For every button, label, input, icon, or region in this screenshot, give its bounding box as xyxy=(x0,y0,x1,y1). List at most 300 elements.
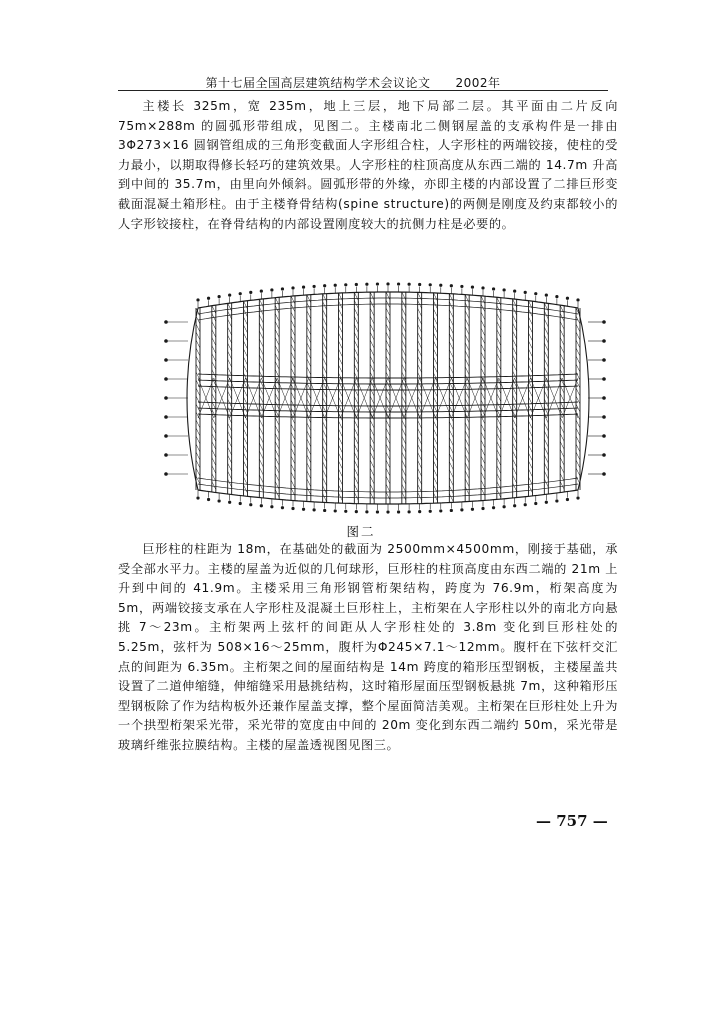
truss-web xyxy=(212,457,216,465)
truss-web xyxy=(339,325,343,333)
truss-web xyxy=(259,331,263,339)
truss-web xyxy=(259,395,263,403)
truss-web xyxy=(402,396,406,404)
truss-web xyxy=(228,359,232,367)
plan-drawing-svg xyxy=(160,266,610,528)
truss-web xyxy=(576,348,580,356)
truss-web xyxy=(370,364,374,372)
truss-web xyxy=(370,396,374,404)
truss-web xyxy=(544,359,548,367)
truss-web xyxy=(529,453,533,461)
truss-web xyxy=(465,311,469,319)
truss-web xyxy=(576,364,580,372)
truss-web xyxy=(228,479,232,487)
east-grid-marker xyxy=(602,396,606,400)
truss-web xyxy=(291,432,295,440)
truss-web xyxy=(434,445,438,453)
truss-web xyxy=(560,449,564,457)
truss-web xyxy=(449,382,453,390)
truss-web xyxy=(228,335,232,343)
truss-web xyxy=(339,445,343,453)
truss-web xyxy=(418,452,422,460)
truss-web xyxy=(259,339,263,347)
column-marker-north xyxy=(291,286,294,289)
truss-web xyxy=(402,492,406,500)
truss-web xyxy=(481,456,485,464)
column-marker-south xyxy=(239,502,242,505)
column-marker-south xyxy=(524,503,527,506)
column-marker-north xyxy=(365,283,368,286)
truss-web xyxy=(529,357,533,365)
truss-web xyxy=(212,361,216,369)
page-number: — 757 — xyxy=(536,812,608,830)
truss-web xyxy=(323,366,327,374)
truss-web xyxy=(370,492,374,500)
truss-web xyxy=(212,337,216,345)
truss-web xyxy=(291,424,295,432)
truss-web xyxy=(354,460,358,468)
truss-web xyxy=(244,333,248,341)
truss-web xyxy=(449,318,453,326)
truss-web xyxy=(418,292,422,300)
truss-web xyxy=(560,409,564,417)
truss-web xyxy=(244,429,248,437)
truss-web xyxy=(449,438,453,446)
truss-web xyxy=(323,446,327,454)
column-marker-north xyxy=(313,285,316,288)
truss-web xyxy=(529,349,533,357)
truss-web xyxy=(370,324,374,332)
column-marker-north xyxy=(503,288,506,291)
truss-web xyxy=(259,475,263,483)
truss-web xyxy=(339,341,343,349)
truss-web xyxy=(418,444,422,452)
truss-web xyxy=(481,448,485,456)
column-marker-south xyxy=(408,510,411,513)
truss-web xyxy=(244,365,248,373)
truss-web xyxy=(339,421,343,429)
spine-chord xyxy=(198,386,578,390)
column-marker-north xyxy=(545,294,548,297)
truss-web xyxy=(449,398,453,406)
truss-web xyxy=(481,392,485,400)
truss-web xyxy=(339,453,343,461)
truss-web xyxy=(544,391,548,399)
truss-web xyxy=(402,452,406,460)
truss-web xyxy=(560,433,564,441)
truss-web xyxy=(259,483,263,491)
truss-web xyxy=(465,359,469,367)
column-marker-north xyxy=(429,283,432,286)
truss-web xyxy=(196,452,200,460)
column-marker-south xyxy=(260,504,263,507)
truss-web xyxy=(418,308,422,316)
truss-web xyxy=(323,310,327,318)
truss-web xyxy=(386,460,390,468)
truss-web xyxy=(481,320,485,328)
truss-web xyxy=(481,312,485,320)
truss-web xyxy=(228,303,232,311)
truss-web xyxy=(434,317,438,325)
column-marker-north xyxy=(218,295,221,298)
truss-web xyxy=(370,476,374,484)
truss-web xyxy=(291,400,295,408)
truss-web xyxy=(370,436,374,444)
truss-web xyxy=(497,353,501,361)
truss-web xyxy=(529,437,533,445)
truss-web xyxy=(576,428,580,436)
truss-web xyxy=(449,342,453,350)
truss-web xyxy=(497,313,501,321)
truss-web xyxy=(323,462,327,470)
truss-web xyxy=(576,468,580,476)
truss-web xyxy=(402,340,406,348)
truss-web xyxy=(323,326,327,334)
truss-web xyxy=(576,460,580,468)
truss-web xyxy=(307,471,311,479)
truss-web xyxy=(465,431,469,439)
truss-web xyxy=(323,454,327,462)
truss-web xyxy=(576,444,580,452)
truss-web xyxy=(497,425,501,433)
truss-web xyxy=(449,422,453,430)
truss-web xyxy=(307,447,311,455)
truss-web xyxy=(354,332,358,340)
truss-web xyxy=(354,372,358,380)
truss-web xyxy=(307,359,311,367)
truss-web xyxy=(354,468,358,476)
column-marker-north xyxy=(492,287,495,290)
truss-web xyxy=(418,420,422,428)
truss-web xyxy=(386,420,390,428)
truss-web xyxy=(576,388,580,396)
truss-web xyxy=(275,353,279,361)
truss-web xyxy=(465,447,469,455)
truss-web xyxy=(465,391,469,399)
truss-web xyxy=(339,365,343,373)
truss-web xyxy=(513,475,517,483)
truss-web xyxy=(212,353,216,361)
truss-web xyxy=(291,440,295,448)
column-marker-south xyxy=(386,510,389,513)
truss-web xyxy=(259,435,263,443)
truss-web xyxy=(244,373,248,381)
column-marker-north xyxy=(534,292,537,295)
truss-web xyxy=(529,429,533,437)
truss-web xyxy=(275,401,279,409)
truss-web xyxy=(560,441,564,449)
truss-web xyxy=(465,407,469,415)
truss-web xyxy=(275,345,279,353)
column-marker-north xyxy=(334,284,337,287)
truss-web xyxy=(544,439,548,447)
truss-web xyxy=(560,305,564,313)
truss-web xyxy=(513,355,517,363)
truss-web xyxy=(481,328,485,336)
truss-web xyxy=(275,313,279,321)
truss-web xyxy=(323,382,327,390)
column-marker-south xyxy=(471,508,474,511)
column-marker-south xyxy=(270,505,273,508)
truss-web xyxy=(465,351,469,359)
truss-web xyxy=(354,292,358,300)
truss-web xyxy=(212,321,216,329)
column-marker-south xyxy=(576,496,579,499)
truss-web xyxy=(275,449,279,457)
truss-web xyxy=(291,368,295,376)
truss-web xyxy=(212,329,216,337)
truss-web xyxy=(354,356,358,364)
truss-web xyxy=(402,316,406,324)
truss-web xyxy=(481,472,485,480)
truss-web xyxy=(370,460,374,468)
truss-web xyxy=(497,329,501,337)
header-rule xyxy=(118,90,608,91)
truss-web xyxy=(307,295,311,303)
truss-web xyxy=(449,462,453,470)
west-grid-marker xyxy=(164,415,168,419)
truss-web xyxy=(402,476,406,484)
truss-web xyxy=(307,431,311,439)
truss-web xyxy=(576,356,580,364)
truss-web xyxy=(259,323,263,331)
east-grid-marker xyxy=(602,415,606,419)
truss-web xyxy=(465,295,469,303)
truss-web xyxy=(529,461,533,469)
truss-web xyxy=(291,464,295,472)
column-marker-south xyxy=(503,505,506,508)
truss-web xyxy=(259,299,263,307)
column-marker-north xyxy=(376,282,379,285)
column-marker-north xyxy=(513,290,516,293)
truss-web xyxy=(465,343,469,351)
truss-web xyxy=(307,319,311,327)
truss-web xyxy=(560,345,564,353)
truss-web xyxy=(307,479,311,487)
truss-web xyxy=(402,308,406,316)
truss-web xyxy=(228,447,232,455)
truss-web xyxy=(244,469,248,477)
column-marker-south xyxy=(481,507,484,510)
column-marker-north xyxy=(323,284,326,287)
truss-web xyxy=(275,321,279,329)
truss-web xyxy=(275,481,279,489)
truss-web xyxy=(513,299,517,307)
truss-web xyxy=(339,373,343,381)
truss-web xyxy=(529,317,533,325)
truss-web xyxy=(275,433,279,441)
column-marker-north xyxy=(439,284,442,287)
truss-web xyxy=(354,428,358,436)
truss-web xyxy=(370,444,374,452)
truss-web xyxy=(244,357,248,365)
truss-web xyxy=(291,352,295,360)
truss-web xyxy=(576,340,580,348)
truss-web xyxy=(418,340,422,348)
truss-web xyxy=(513,371,517,379)
truss-web xyxy=(370,468,374,476)
truss-web xyxy=(513,379,517,387)
truss-web xyxy=(354,476,358,484)
truss-web xyxy=(497,393,501,401)
truss-web xyxy=(418,428,422,436)
column-marker-north xyxy=(355,283,358,286)
truss-web xyxy=(544,471,548,479)
column-marker-north xyxy=(450,284,453,287)
truss-web xyxy=(576,396,580,404)
column-marker-south xyxy=(566,498,569,501)
truss-web xyxy=(576,452,580,460)
truss-web xyxy=(339,397,343,405)
column-marker-north xyxy=(555,295,558,298)
truss-web xyxy=(465,415,469,423)
truss-web xyxy=(529,365,533,373)
truss-web xyxy=(560,329,564,337)
truss-web xyxy=(529,485,533,493)
truss-web xyxy=(497,465,501,473)
truss-web xyxy=(513,331,517,339)
truss-web xyxy=(259,459,263,467)
west-grid-marker xyxy=(164,339,168,343)
column-marker-south xyxy=(418,510,421,513)
east-grid-marker xyxy=(602,472,606,476)
truss-web xyxy=(560,353,564,361)
truss-web xyxy=(386,356,390,364)
column-marker-north xyxy=(281,287,284,290)
truss-web xyxy=(386,452,390,460)
truss-web xyxy=(307,487,311,495)
truss-web xyxy=(402,292,406,300)
column-marker-south xyxy=(460,508,463,511)
truss-web xyxy=(544,455,548,463)
truss-web xyxy=(323,318,327,326)
column-marker-north xyxy=(196,298,199,301)
truss-web xyxy=(307,415,311,423)
truss-web xyxy=(212,409,216,417)
truss-web xyxy=(418,460,422,468)
column-marker-north xyxy=(408,283,411,286)
truss-web xyxy=(481,360,485,368)
truss-web xyxy=(228,439,232,447)
truss-web xyxy=(449,446,453,454)
truss-web xyxy=(481,424,485,432)
truss-web xyxy=(212,465,216,473)
column-marker-north xyxy=(344,283,347,286)
truss-web xyxy=(244,437,248,445)
truss-web xyxy=(481,464,485,472)
truss-web xyxy=(307,351,311,359)
truss-web xyxy=(323,406,327,414)
truss-web xyxy=(497,441,501,449)
truss-web xyxy=(259,467,263,475)
truss-web xyxy=(449,358,453,366)
truss-web xyxy=(339,357,343,365)
truss-web xyxy=(323,358,327,366)
column-marker-north xyxy=(566,297,569,300)
truss-web xyxy=(370,388,374,396)
truss-web xyxy=(544,447,548,455)
east-grid-marker xyxy=(602,339,606,343)
truss-web xyxy=(354,308,358,316)
truss-web xyxy=(576,412,580,420)
truss-web xyxy=(449,486,453,494)
truss-web xyxy=(434,349,438,357)
truss-web xyxy=(275,329,279,337)
truss-web xyxy=(354,420,358,428)
truss-web xyxy=(529,445,533,453)
truss-web xyxy=(228,327,232,335)
truss-web xyxy=(339,293,343,301)
truss-web xyxy=(291,344,295,352)
column-marker-north xyxy=(260,290,263,293)
truss-web xyxy=(370,340,374,348)
truss-web xyxy=(418,476,422,484)
truss-web xyxy=(386,476,390,484)
truss-web xyxy=(434,309,438,317)
truss-web xyxy=(497,345,501,353)
truss-web xyxy=(402,356,406,364)
truss-web xyxy=(275,297,279,305)
truss-web xyxy=(196,388,200,396)
truss-web xyxy=(497,401,501,409)
truss-web xyxy=(465,367,469,375)
truss-web xyxy=(513,315,517,323)
truss-web xyxy=(418,484,422,492)
truss-web xyxy=(354,324,358,332)
truss-web xyxy=(228,351,232,359)
truss-web xyxy=(275,441,279,449)
column-marker-south xyxy=(344,510,347,513)
truss-web xyxy=(244,485,248,493)
truss-web xyxy=(228,471,232,479)
truss-web xyxy=(212,449,216,457)
truss-web xyxy=(291,392,295,400)
truss-web xyxy=(544,319,548,327)
truss-web xyxy=(513,395,517,403)
column-marker-south xyxy=(376,510,379,513)
truss-web xyxy=(291,360,295,368)
column-marker-south xyxy=(450,509,453,512)
truss-web xyxy=(370,372,374,380)
truss-web xyxy=(418,316,422,324)
column-marker-north xyxy=(239,292,242,295)
truss-web xyxy=(418,356,422,364)
truss-web xyxy=(386,372,390,380)
truss-web xyxy=(228,391,232,399)
truss-web xyxy=(323,334,327,342)
truss-web xyxy=(402,332,406,340)
truss-web xyxy=(307,367,311,375)
truss-web xyxy=(354,484,358,492)
truss-web xyxy=(228,431,232,439)
west-grid-marker xyxy=(164,358,168,362)
column-marker-south xyxy=(291,507,294,510)
west-grid-marker xyxy=(164,472,168,476)
truss-web xyxy=(386,388,390,396)
truss-web xyxy=(513,443,517,451)
column-marker-north xyxy=(207,297,210,300)
truss-web xyxy=(513,467,517,475)
truss-web xyxy=(291,296,295,304)
truss-web xyxy=(386,348,390,356)
truss-web xyxy=(228,423,232,431)
column-marker-north xyxy=(418,283,421,286)
truss-web xyxy=(481,400,485,408)
truss-web xyxy=(449,406,453,414)
column-marker-north xyxy=(576,298,579,301)
truss-web xyxy=(291,328,295,336)
truss-web xyxy=(544,479,548,487)
